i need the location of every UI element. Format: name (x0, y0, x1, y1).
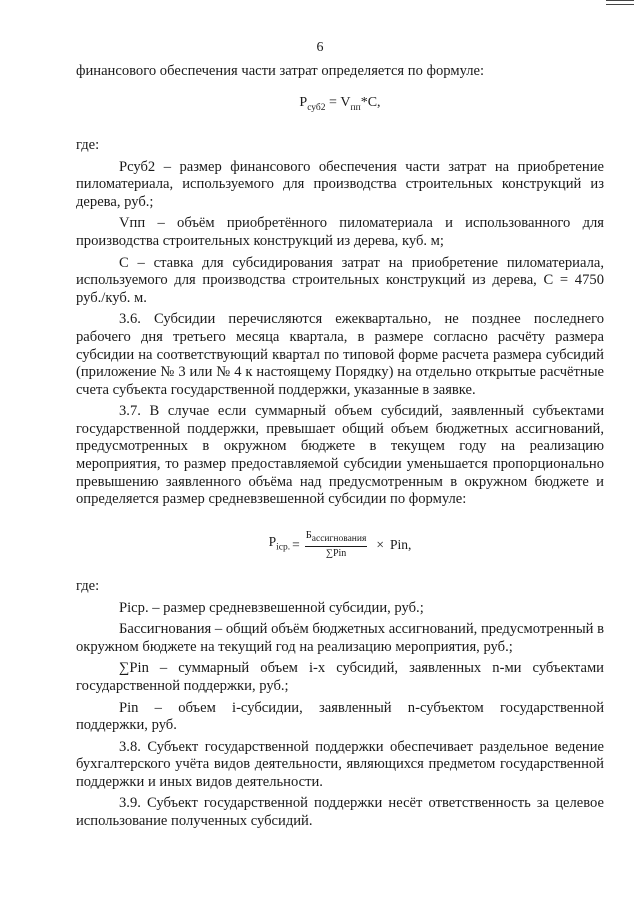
definition-p-icp: Picp. – размер средневзвешенной субсидии, руб.; (119, 599, 424, 616)
paragraph-3-6: 3.6. Субсидии перечисляются ежеквартально, не позднее последнего рабочего дня третьего месяца квартала, в размере согласно расчёту размера субсидии на соответствующий квартал по типовой форме расчета размера субсидий (приложение № 3 или № 4 к настоящему Порядку) на отдельно открытые расчётные счета субъекта государственной поддержки, указанные в заявке. (76, 311, 604, 398)
paragraph-3-7: 3.7. В случае если суммарный объем субсидий, заявленный субъектами государственной поддержки, превышает общий объем бюджетных ассигнований, предусмотренных в окружном бюджете в текущем году на реализацию мероприятия, то размер предоставляемой субсидии уменьшается пропорционально превышению заявленного объёма над предусмотренным в окружном бюджете и определяется размер средневзвешенной субсидии по формуле: (76, 403, 604, 508)
formula-weighted-subsidy: $P_{icp.}$ = $\frac{Б_{ассигнования}}{\text{∑Pin}}$ × Pin, (268, 529, 412, 559)
where-label: где: (76, 136, 100, 153)
paragraph-3-9: 3.9. Субъект государственной поддержки несёт ответственность за целевое использование полученных субсидий. (76, 795, 604, 830)
definition-pin: Pin – объем i-субсидии, заявленный n-субъектом государственной поддержки, руб. (76, 699, 604, 734)
paragraph-3-8: 3.8. Субъект государственной поддержки обеспечивает раздельное ведение бухгалтерского учёта видов деятельности, являющихся предметом государственной поддержки и иных видов деятельности. (76, 738, 604, 790)
definition-b-assign: Бассигнования – общий объём бюджетных ассигнований, предусмотренный в окружном бюджете на текущий год на реализацию мероприятия, руб.; (76, 621, 604, 655)
document-body (76, 63, 604, 831)
formula-subsidy-2: $P_{суб2} = V_{пп}*С$, (299, 94, 381, 113)
definition-v-pp: Vпп – объём приобретённого пиломатериала и использованного для производства строительных конструкций из дерева, куб. м; (76, 215, 604, 249)
intro-line: финансового обеспечения части затрат определяется по формуле: (76, 63, 485, 79)
corner-mark (606, 0, 634, 5)
fraction: $\frac{Б_{ассигнования}}{\text{∑Pin}}$ (305, 529, 367, 559)
definition-p-sub2: Pсуб2 – размер финансового обеспечения части затрат на приобретение пиломатериала, используемого для производства строительных конструкций из дерева, руб.; (76, 158, 604, 210)
definition-rate-c: С – ставка для субсидирования затрат на приобретение пиломатериала, используемого для производства строительных конструкций из дерева, С = 4750 руб./куб. м. (76, 254, 604, 306)
page-number: 6 (316, 40, 324, 55)
definition-sum-pin: ∑Pin – суммарный объем i-х субсидий, заявленных n-ми субъектами государственной поддержки, руб.; (76, 660, 604, 694)
where-label-2: где: (76, 577, 100, 594)
